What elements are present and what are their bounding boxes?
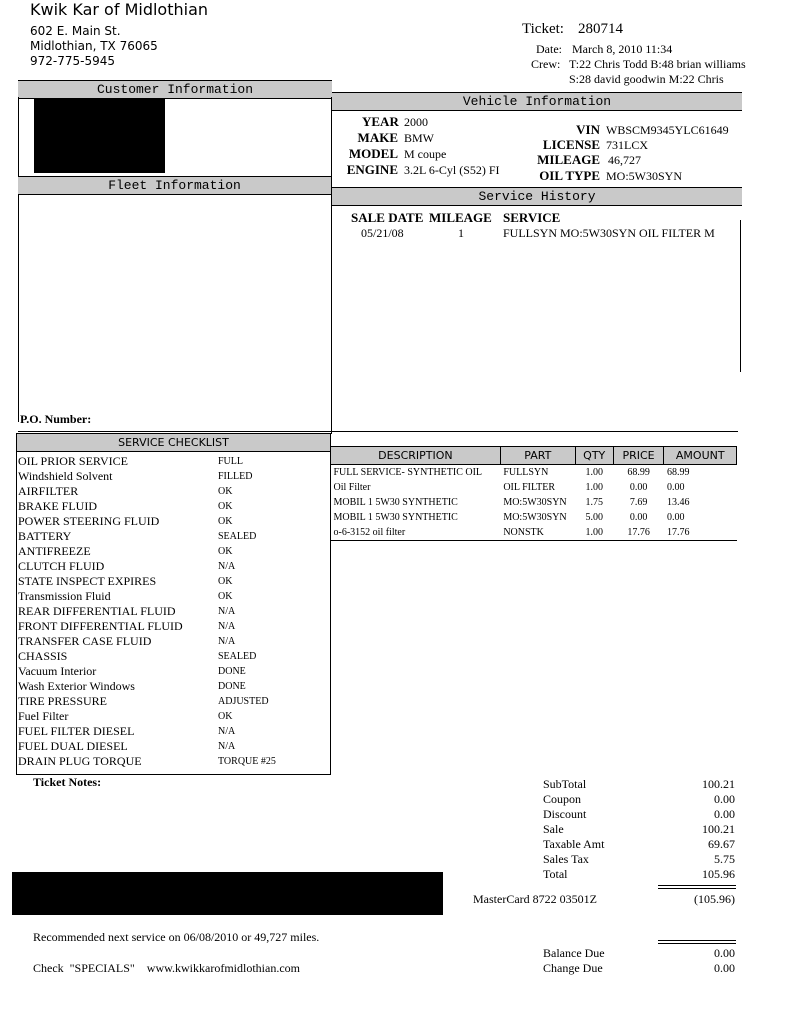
ticket-label: Ticket: [522, 21, 564, 37]
checklist-status: OK [218, 591, 233, 602]
checklist-item: FRONT DIFFERENTIAL FLUID [18, 619, 183, 633]
redacted-customer-block [34, 99, 165, 173]
item-qty: 5.00 [585, 512, 603, 523]
item-description: Oil Filter [333, 482, 371, 493]
payment-amount: (105.96) [694, 892, 735, 906]
total-row [543, 777, 735, 792]
license-value: 731LCX [606, 138, 648, 152]
balance-double-line-1 [658, 940, 736, 941]
checklist-status: DONE [218, 681, 246, 692]
total-value: 0.00 [714, 792, 735, 806]
year-label: YEAR [362, 114, 399, 129]
model-value: M coupe [404, 147, 447, 161]
checklist-item: POWER STEERING FLUID [18, 514, 160, 528]
history-header-service: SERVICE [503, 210, 561, 225]
checklist-row [18, 499, 276, 514]
checklist-status: N/A [218, 561, 236, 572]
total-value: 100.21 [702, 777, 735, 791]
items-table [330, 446, 737, 540]
ticket-notes-label: Ticket Notes: [33, 775, 102, 789]
checklist-row [18, 544, 276, 559]
license-label: LICENSE [542, 137, 600, 152]
balance-label: Change Due [543, 961, 603, 975]
model-label: MODEL [348, 146, 398, 161]
checklist-status: DONE [218, 666, 246, 677]
checklist-item: AIRFILTER [18, 484, 79, 498]
checklist-row [18, 634, 276, 649]
service-history-header: Service History [332, 187, 742, 206]
item-qty: 1.00 [585, 467, 603, 478]
item-amount: 0.00 [666, 482, 685, 493]
po-number-label: P.O. Number: [20, 412, 92, 426]
item-description: MOBIL 1 5W30 SYNTHETIC [333, 497, 458, 508]
balance-row [543, 961, 735, 976]
checklist-item: BRAKE FLUID [18, 499, 98, 513]
checklist-row [18, 709, 276, 724]
item-qty: 1.00 [585, 527, 603, 538]
checklist-row [18, 454, 276, 469]
checklist-item: FUEL FILTER DIESEL [18, 724, 135, 738]
crew-line-1: T:22 Chris Todd B:48 brian williams [569, 57, 746, 71]
checklist-status: N/A [218, 636, 236, 647]
checklist-status: N/A [218, 621, 236, 632]
shop-phone: 972-775-5945 [30, 54, 116, 68]
specials-website: Check "SPECIALS" www.kwikkarofmidlothian.com [33, 961, 300, 975]
col-qty: QTY [575, 447, 613, 465]
history-row-date: 05/21/08 [361, 226, 404, 240]
history-row-service: FULLSYN MO:5W30SYN OIL FILTER M [503, 226, 715, 240]
item-amount: 17.76 [666, 527, 690, 538]
checklist-item: BATTERY [18, 529, 72, 543]
total-value: 105.96 [702, 867, 735, 881]
oil-type-label: OIL TYPE [539, 168, 600, 183]
redacted-notes-block [12, 872, 443, 915]
checklist-item: Fuel Filter [18, 709, 69, 723]
checklist-status: N/A [218, 726, 236, 737]
history-header-sale-date: SALE DATE [351, 210, 424, 225]
frame-right [740, 220, 741, 372]
item-row [331, 510, 737, 525]
item-part: OIL FILTER [503, 482, 556, 493]
item-part: NONSTK [503, 527, 544, 538]
engine-value: 3.2L 6-Cyl (S52) FI [404, 163, 500, 177]
total-row [543, 867, 735, 882]
col-price: PRICE [613, 447, 664, 465]
total-row [543, 807, 735, 822]
ticket-date: March 8, 2010 11:34 [572, 42, 673, 56]
total-label: Sales Tax [543, 852, 589, 866]
totals-table [543, 777, 735, 882]
recommend-next-service: Recommended next service on 06/08/2010 or 49,727 miles. [33, 930, 320, 944]
item-qty: 1.00 [585, 482, 603, 493]
total-row [543, 837, 735, 852]
item-row [331, 465, 737, 481]
checklist-row [18, 469, 276, 484]
total-value: 5.75 [714, 852, 735, 866]
date-label: Date: [536, 42, 562, 56]
checklist-item: STATE INSPECT EXPIRES [18, 574, 157, 588]
total-value: 69.67 [708, 837, 735, 851]
fleet-info-header: Fleet Information [18, 176, 331, 195]
item-row [331, 525, 737, 540]
customer-info-header: Customer Information [18, 80, 332, 99]
item-amount: 13.46 [666, 497, 690, 508]
checklist-status: FULL [218, 456, 243, 467]
crew-label: Crew: [531, 57, 561, 71]
frame-middle [331, 97, 332, 434]
item-row [331, 480, 737, 495]
checklist-row [18, 694, 276, 709]
item-price: 7.69 [629, 497, 648, 508]
balance-label: Balance Due [543, 946, 605, 960]
checklist-row [18, 739, 276, 754]
frame-left [18, 97, 19, 422]
checklist-row [18, 754, 276, 769]
checklist-status: OK [218, 486, 233, 497]
checklist-status: N/A [218, 606, 236, 617]
mileage-value: 46,727 [608, 153, 641, 167]
payment-label: MasterCard 8722 03501Z [473, 892, 597, 906]
vehicle-info-header: Vehicle Information [332, 92, 742, 111]
checklist-row [18, 619, 276, 634]
balance-table [543, 946, 735, 976]
checklist-item: Windshield Solvent [18, 469, 113, 483]
item-row [331, 495, 737, 510]
checklist-status: OK [218, 501, 233, 512]
total-label: Taxable Amt [543, 837, 605, 851]
col-part: PART [500, 447, 575, 465]
checklist-item: REAR DIFFERENTIAL FLUID [18, 604, 176, 618]
checklist-row [18, 679, 276, 694]
checklist-status: OK [218, 711, 233, 722]
vin-label: VIN [576, 122, 600, 137]
item-description: FULL SERVICE- SYNTHETIC OIL [333, 467, 483, 478]
col-amount: AMOUNT [664, 447, 737, 465]
checklist-row [18, 589, 276, 604]
oil-type-value: MO:5W30SYN [606, 169, 683, 183]
ticket-number: 280714 [578, 21, 623, 37]
checklist-table [18, 454, 276, 769]
total-double-line-2 [658, 888, 736, 889]
col-description: DESCRIPTION [331, 447, 501, 465]
checklist-status: OK [218, 516, 233, 527]
balance-value: 0.00 [714, 946, 735, 960]
checklist-item: CLUTCH FLUID [18, 559, 105, 573]
total-row [543, 792, 735, 807]
checklist-status: N/A [218, 741, 236, 752]
item-price: 0.00 [629, 512, 648, 523]
total-value: 100.21 [702, 822, 735, 836]
items-bottom-line [330, 540, 737, 541]
checklist-row [18, 664, 276, 679]
checklist-row [18, 724, 276, 739]
item-part: MO:5W30SYN [503, 512, 567, 523]
checklist-row [18, 574, 276, 589]
total-row [543, 852, 735, 867]
year-value: 2000 [404, 115, 428, 129]
checklist-item: TIRE PRESSURE [18, 694, 108, 708]
checklist-item: OIL PRIOR SERVICE [18, 454, 128, 468]
vin-value: WBSCM9345YLC61649 [606, 123, 729, 137]
checklist-item: ANTIFREEZE [18, 544, 91, 558]
checklist-status: ADJUSTED [218, 696, 269, 707]
history-header-mileage: MILEAGE [429, 210, 492, 225]
item-description: o-6-3152 oil filter [333, 527, 406, 538]
total-row [543, 822, 735, 837]
total-label: Discount [543, 807, 587, 821]
checklist-header: SERVICE CHECKLIST [17, 434, 330, 452]
item-amount: 0.00 [666, 512, 685, 523]
balance-double-line-2 [658, 943, 736, 944]
item-part: FULLSYN [503, 467, 549, 478]
checklist-item: CHASSIS [18, 649, 68, 663]
checklist-row [18, 604, 276, 619]
checklist-status: OK [218, 576, 233, 587]
checklist-status: SEALED [218, 531, 257, 542]
engine-label: ENGINE [346, 162, 398, 177]
balance-row [543, 946, 735, 961]
checklist-status: OK [218, 546, 233, 557]
item-price: 0.00 [629, 482, 648, 493]
checklist-item: FUEL DUAL DIESEL [18, 739, 128, 753]
checklist-status: TORQUE #25 [218, 756, 276, 767]
total-label: Coupon [543, 792, 582, 806]
checklist-item: Transmission Fluid [18, 589, 111, 603]
checklist-row [18, 649, 276, 664]
checklist-status: SEALED [218, 651, 257, 662]
total-label: SubTotal [543, 777, 587, 791]
item-amount: 68.99 [666, 467, 690, 478]
mileage-label: MILEAGE [537, 152, 600, 167]
checklist-item: Wash Exterior Windows [18, 679, 135, 693]
crew-line-2: S:28 david goodwin M:22 Chris [569, 72, 724, 86]
make-label: MAKE [357, 130, 398, 145]
total-double-line-1 [658, 885, 736, 886]
shop-name: Kwik Kar of Midlothian [30, 0, 209, 19]
item-part: MO:5W30SYN [503, 497, 567, 508]
checklist-row [18, 514, 276, 529]
checklist-status: FILLED [218, 471, 253, 482]
item-qty: 1.75 [585, 497, 603, 508]
item-price: 17.76 [627, 527, 650, 538]
shop-address: 602 E. Main St. [30, 24, 121, 38]
total-label: Sale [543, 822, 564, 836]
po-divider [18, 431, 738, 432]
checklist-item: Vacuum Interior [18, 664, 97, 678]
checklist-row [18, 529, 276, 544]
checklist-box [16, 433, 331, 775]
total-value: 0.00 [714, 807, 735, 821]
make-value: BMW [404, 131, 434, 145]
history-row-mileage: 1 [458, 226, 464, 240]
total-label: Total [543, 867, 568, 881]
item-price: 68.99 [627, 467, 650, 478]
shop-city: Midlothian, TX 76065 [30, 39, 158, 53]
item-description: MOBIL 1 5W30 SYNTHETIC [333, 512, 458, 523]
checklist-row [18, 484, 276, 499]
checklist-item: DRAIN PLUG TORQUE [18, 754, 142, 768]
checklist-item: TRANSFER CASE FLUID [18, 634, 152, 648]
checklist-row [18, 559, 276, 574]
balance-value: 0.00 [714, 961, 735, 975]
